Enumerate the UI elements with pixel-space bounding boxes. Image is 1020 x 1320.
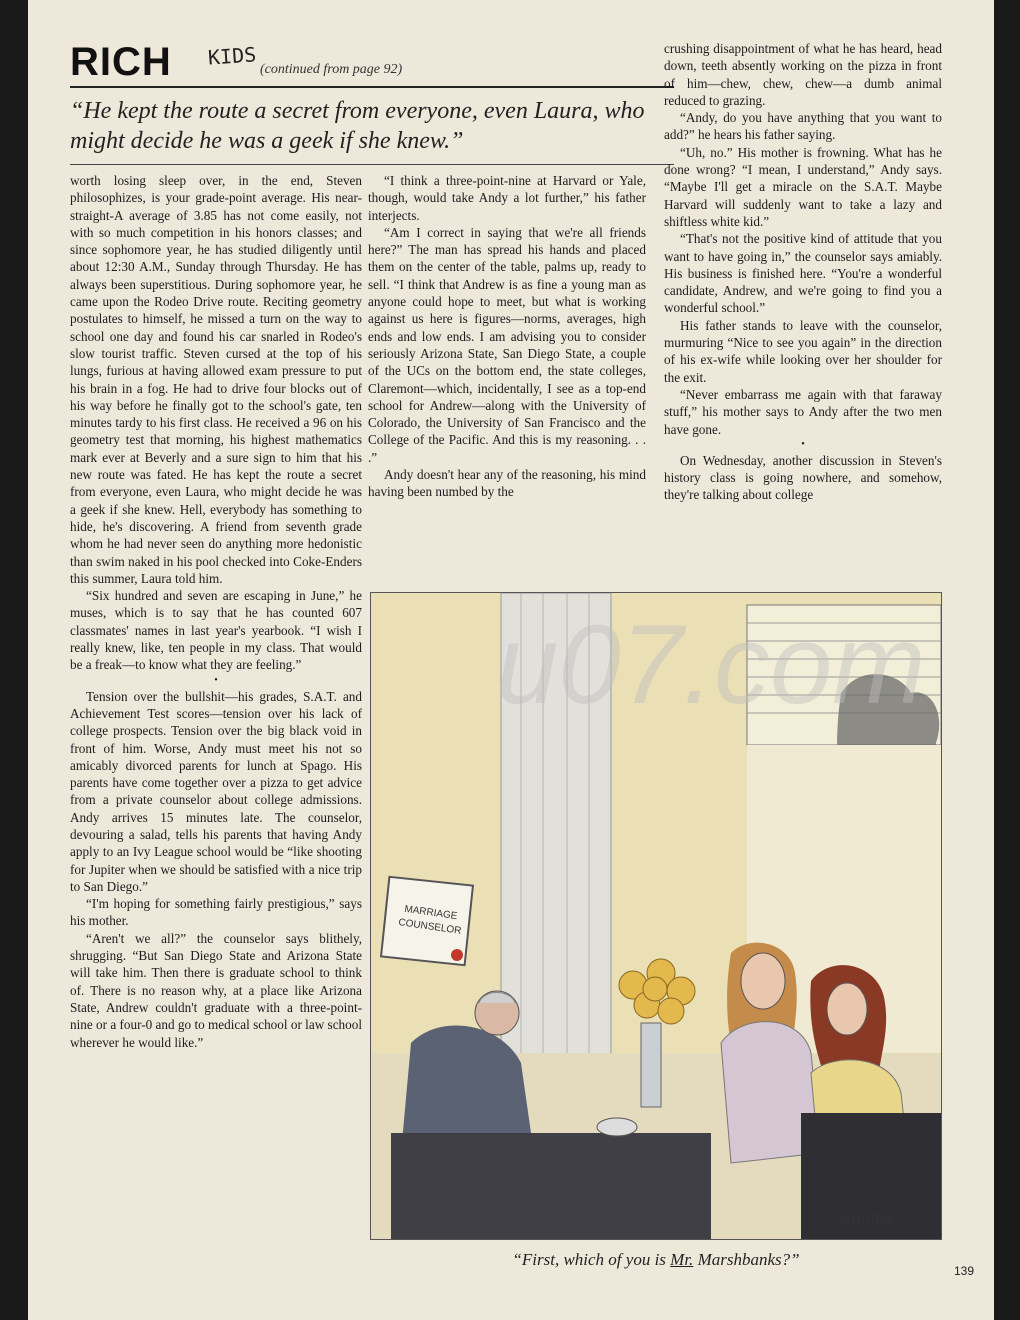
paragraph: “Andy, do you have anything that you want to add?” he hears his father saying. (664, 110, 942, 143)
paragraph: Andy doesn't hear any of the reasoning, his mind having been numbed by the (368, 467, 646, 500)
curtain (501, 593, 611, 1113)
paragraph: “Six hundred and seven are escaping in June,” he muses, which is to say that he has counted 607 classmates' names in last year's yearbook. “I wish I really knew, like, ten people in my class. That would be a freak—to know what they are feeling.” (70, 588, 362, 673)
caption-underlined: Mr. (670, 1250, 694, 1269)
paragraph: “Aren't we all?” the counselor says blithely, shrugging. “But San Diego State and Arizona State will take him. Then there is graduate school to think of. There is no reason why, at a place like Arizona State, Andrew couldn't graduate with a three-point-nine or a four-0 and go to medical school or law school wherever he would like.” (70, 930, 362, 1050)
woman-1-face (741, 953, 785, 1009)
paragraph: “I think a three-point-nine at Harvard or Yale, though, would take Andy a lot further,” his father interjects. (368, 173, 646, 223)
article-header (70, 40, 674, 84)
paragraph: crushing disappointment of what he has heard, head down, teeth absently working on the pizza in front of him—chew, chew, chew—a dumb animal reduced to grazing. (664, 41, 942, 108)
cartoon-illustration (370, 592, 942, 1240)
sign-text-2: COUNSELOR (397, 917, 463, 937)
paragraph: Tension over the bullshit—his grades, S.A.T. and Achievement Test scores—tension over his lack of college prospects. Tension over the big black void in front of him. Worse, Andy must meet his not so amicably divorced parents for lunch at Spago. His parents have come together over a pizza to get advice from a private counselor about college admissions. Andy arrives 15 minutes late. The counselor, devouring a salad, tells his parents that having Andy apply to an Ivy League school would be “like shooting for Jupiter when we should be satisfied with a nice trip to San Diego.” (70, 688, 362, 894)
page-number: 139 (954, 1264, 975, 1278)
caption-text-end: Marshbanks?” (693, 1250, 800, 1269)
continued-note: (continued from page 92) (260, 62, 403, 77)
watermark: u07.com (496, 602, 926, 727)
text-column-2 (368, 172, 646, 501)
paragraph: “That's not the positive kind of attitude that you want to have going in,” the counselor says amiably. His business is finished here. “You're a wonderful candidate, Andrew, and we're going to find you a wonderful school.” (664, 231, 942, 316)
sign-text-1: MARRIAGE (403, 903, 459, 923)
article-title-script: KIDS (207, 42, 257, 70)
pull-quote: “He kept the route a secret from everyone, even Laura, who might decide he was a geek if she knew.” (70, 98, 645, 154)
article-title: RICH (70, 40, 172, 84)
telephone (597, 1118, 637, 1136)
paragraph: “I'm hoping for something fairly prestigious,” says his mother. (70, 896, 362, 929)
paragraph: On Wednesday, another discussion in Steven's history class is going nowhere, and somehow, they're talking about college (664, 452, 942, 503)
header-rule (70, 86, 674, 88)
pull-quote-rule (70, 164, 674, 165)
magazine-page (28, 0, 994, 1320)
woman-2-face (827, 983, 867, 1035)
flower-vase (641, 1023, 661, 1107)
cartoon-drawing (371, 593, 941, 1239)
cartoon-caption (370, 1250, 942, 1270)
section-bullet: • (214, 674, 218, 686)
paragraph: worth losing sleep over, in the end, Steven philosophizes, is your grade-point average. His near-straight-A average of 3.85 has not come easily, not with so much competition in his honors classes; and since sophomore year, he has studied diligently until about 12:30 A.M., Sunday through Thursday. He has always been superstitious. During sophomore year, he came upon the Rodeo Drive route. Reciting geometry postulates to himself, he missed a turn on the way to school one day and found his car snarled in Rodeo's slow tourist traffic. Steven cursed at the top of his lungs, furious at having allowed exam pressure to put his brain in a fog. He had to drive four blocks out of his way before he finally got to the school's gate, ten minutes tardy to his first class. He received a 96 on his geometry test that morning, his highest mathematics mark ever at Beverly and a sure sign to him that his new route was fated. He has kept the route a secret from everyone, even Laura, who might decide he was a geek if she knew. Hell, everybody has something to hide, he's discovering. A friend from seventh grade whom he had never seen do anything more hedonistic than swim naked in his pool checked into Coke-Enders this summer, Laura told him. (70, 173, 362, 586)
paragraph: “Never embarrass me again with that faraway stuff,” his mother says to Andy after the two men have gone. (664, 386, 942, 437)
certificate-seal (451, 949, 463, 961)
paragraph: “Uh, no.” His mother is frowning. What has he done wrong? “I mean, I understand,” Andy says. “Maybe I'll get a miracle on the S.A.T. Maybe Harvard will suddenly want to take a lazy and shiftless white kid.” (664, 144, 942, 229)
paragraph: His father stands to leave with the counselor, murmuring “Nice to see you again” in the direction of his ex-wife while looking over her shoulder for the exit. (664, 317, 942, 385)
caption-text-start: “First, which of you is (512, 1250, 671, 1269)
artist-signature: Smilby (841, 1209, 894, 1227)
paragraph: “Am I correct in saying that we're all friends here?” The man has spread his hands and placed them on the center of the table, palms up, ready to sell. “I think that Andrew is as fine a young man as anyone could hope to meet, but what is working against us here is figures—norms, averages, high ends and low ends. I am advising you to consider seriously Arizona State, San Diego State, a couple of the UCs on the bottom end, the state colleges, Claremont—which, incidentally, I see as a top-end school for Andrew—along with the University of Colorado, the University of San Francisco and the College of the Pacific. And this is my reasoning. . . .” (368, 224, 646, 465)
text-column-3 (664, 40, 942, 504)
section-bullet: • (801, 438, 805, 450)
text-column-1 (70, 172, 362, 1051)
desk (391, 1133, 711, 1239)
